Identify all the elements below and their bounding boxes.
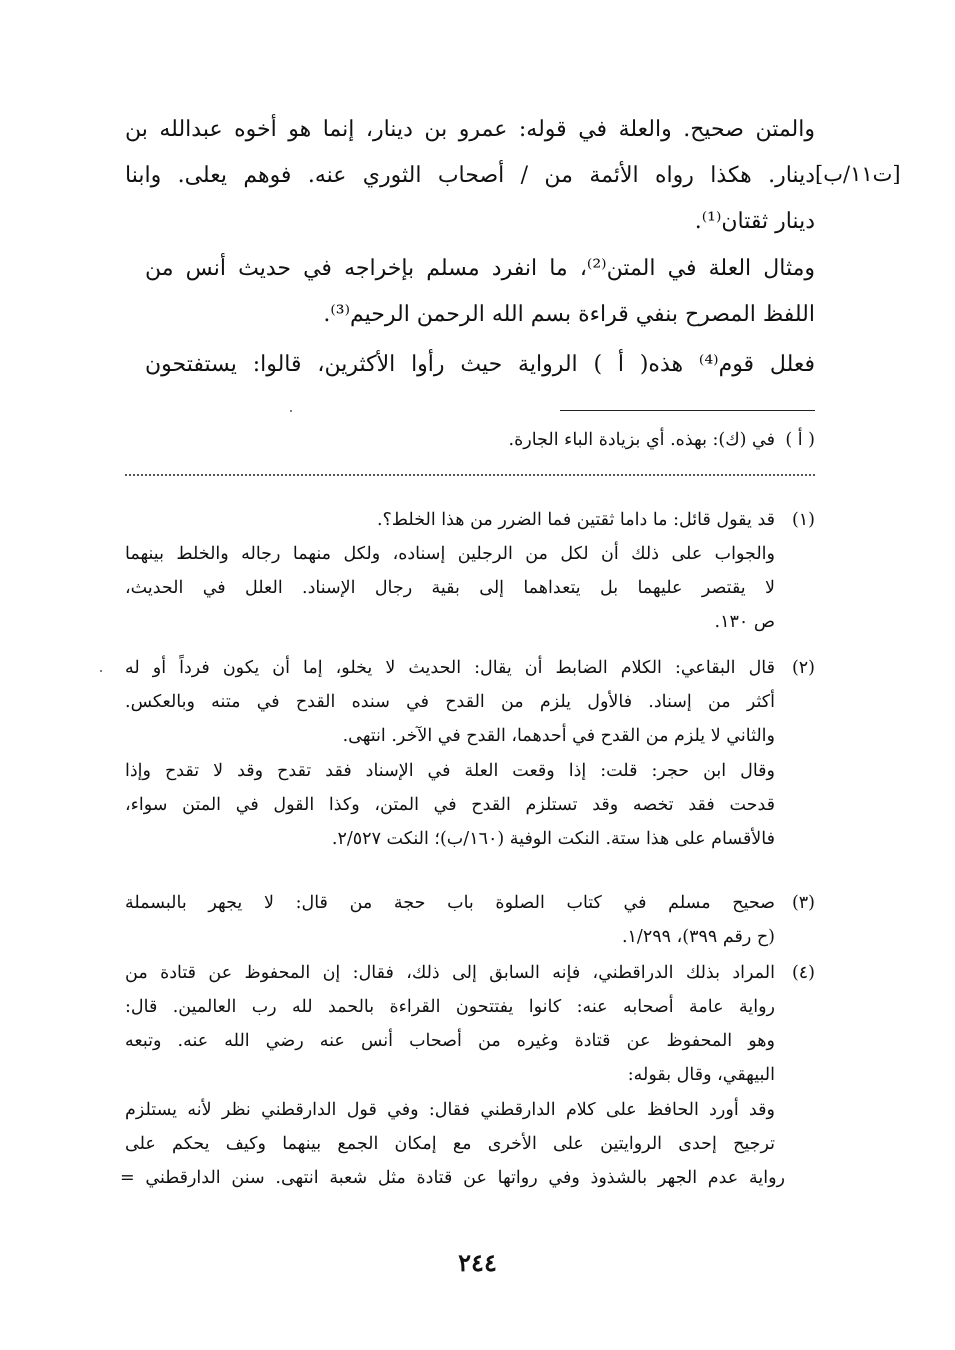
footnote-line: أكثر من إسناد. فالأول يلزم من القدح في سنده القدح في متنه وبالعكس. xyxy=(125,692,775,712)
dotted-separator xyxy=(125,474,815,476)
main-line: دينار ثقتان⁽¹⁾. xyxy=(694,209,815,234)
footnote-line: والجواب على ذلك أن لكل من الرجلين إسناده، ولكل منهما رجاله والخلط بينهما xyxy=(125,544,775,564)
footnote-line: ترجيح إحدى الروايتين على الأخرى مع إمكان الجمع بينهما وكيف يحكم على xyxy=(125,1134,775,1154)
footnote-number: (٤) xyxy=(791,963,815,983)
footnote-line: المراد بذلك الدراقطني، فإنه السابق إلى ذلك، فقال: إن المحفوظ عن قتادة من xyxy=(125,963,775,983)
footnote-line: وقال ابن حجر: قلت: إذا وقعت العلة في الإسناد فقد تقدح وقد لا تقدح وإذا xyxy=(125,761,775,781)
main-line: والمتن صحيح. والعلة في قوله: عمرو بن دينار، إنما هو أخوه عبدالله بن xyxy=(125,117,815,142)
page-number: ٢٤٤ xyxy=(458,1248,497,1277)
footnote-line: رواية عامة أصحابه عنه: كانوا يفتتحون القراءة بالحمد لله رب العالمين. قال: xyxy=(125,997,775,1017)
variant-note-label: ( أ ) xyxy=(785,430,815,450)
footnote-line: ص ١٣٠. xyxy=(714,612,775,632)
manuscript-folio-marker: [ت١١/ب] xyxy=(815,162,901,186)
variant-note-text: في (ك): بهذه. أي بزيادة الباء الجارة. xyxy=(508,430,775,450)
footnote-number: (٢) xyxy=(791,658,815,678)
main-line: اللفظ المصرح بنفي قراءة بسم الله الرحمن الرحيم⁽³⁾. xyxy=(323,302,815,327)
footnote-line: فالأقسام على هذا ستة. النكت الوفية (١٦٠/ب)؛ النكت ٢/٥٢٧. xyxy=(331,829,775,849)
footnote-line: والثاني لا يلزم من القدح في أحدهما، القدح في الآخر. انتهى. xyxy=(342,726,775,746)
footnote-number: (٣) xyxy=(791,893,815,913)
footnote-line: وهو المحفوظ عن قتادة وغيره من أصحاب أنس عنه رضي الله عنه. وتبعه xyxy=(125,1031,775,1051)
footnote-line: البيهقي، وقال بقوله: xyxy=(627,1065,775,1085)
main-line: ومثال العلة في المتن⁽²⁾، ما انفرد مسلم بإخراجه في حديث أنس من xyxy=(145,256,815,281)
footnote-line: لا يقتصر عليهما بل يتعداهما إلى بقية رجال الإسناد. العلل في الحديث، xyxy=(125,578,775,598)
scan-speck xyxy=(290,410,292,412)
footnote-line: قدحت فقد تخصه وقد تستلزم القدح في المتن، وكذا القول في المتن سواء، xyxy=(125,795,775,815)
footnote-line: وقد أورد الحافظ على كلام الدارقطني فقال: وفي قول الدارقطني نظر لأنه يستلزم xyxy=(125,1100,775,1120)
footnote-line: قد يقول قائل: ما داما ثقتين فما الضرر من هذا الخلط؟. xyxy=(376,510,775,530)
footnote-number: (١) xyxy=(791,510,815,530)
footnote-line: رواية عدم الجهر بالشذوذ وفي رواتها عن قتادة مثل شعبة انتهى. سنن الدارقطني = xyxy=(120,1168,785,1188)
footnote-line: صحيح مسلم في كتاب الصلوة باب حجة من قال: لا يجهر بالبسملة xyxy=(125,893,775,913)
footnote-line: قال البقاعي: الكلام الضابط أن يقال: الحديث لا يخلو، إما أن يكون فرداً أو له xyxy=(125,658,775,678)
main-line: دينار. هكذا رواه الأئمة من / أصحاب الثوري عنه. فوهم يعلى. وابنا xyxy=(125,163,815,188)
footnote-separator xyxy=(560,410,815,411)
main-line: فعلل قوم⁽⁴⁾ هذه( أ ) الرواية حيث رأوا الأكثرين، قالوا: يستفتحون xyxy=(145,352,815,377)
footnote-line: (ح رقم ٣٩٩)، ١/٢٩٩. xyxy=(621,927,775,947)
scan-speck xyxy=(100,670,102,672)
